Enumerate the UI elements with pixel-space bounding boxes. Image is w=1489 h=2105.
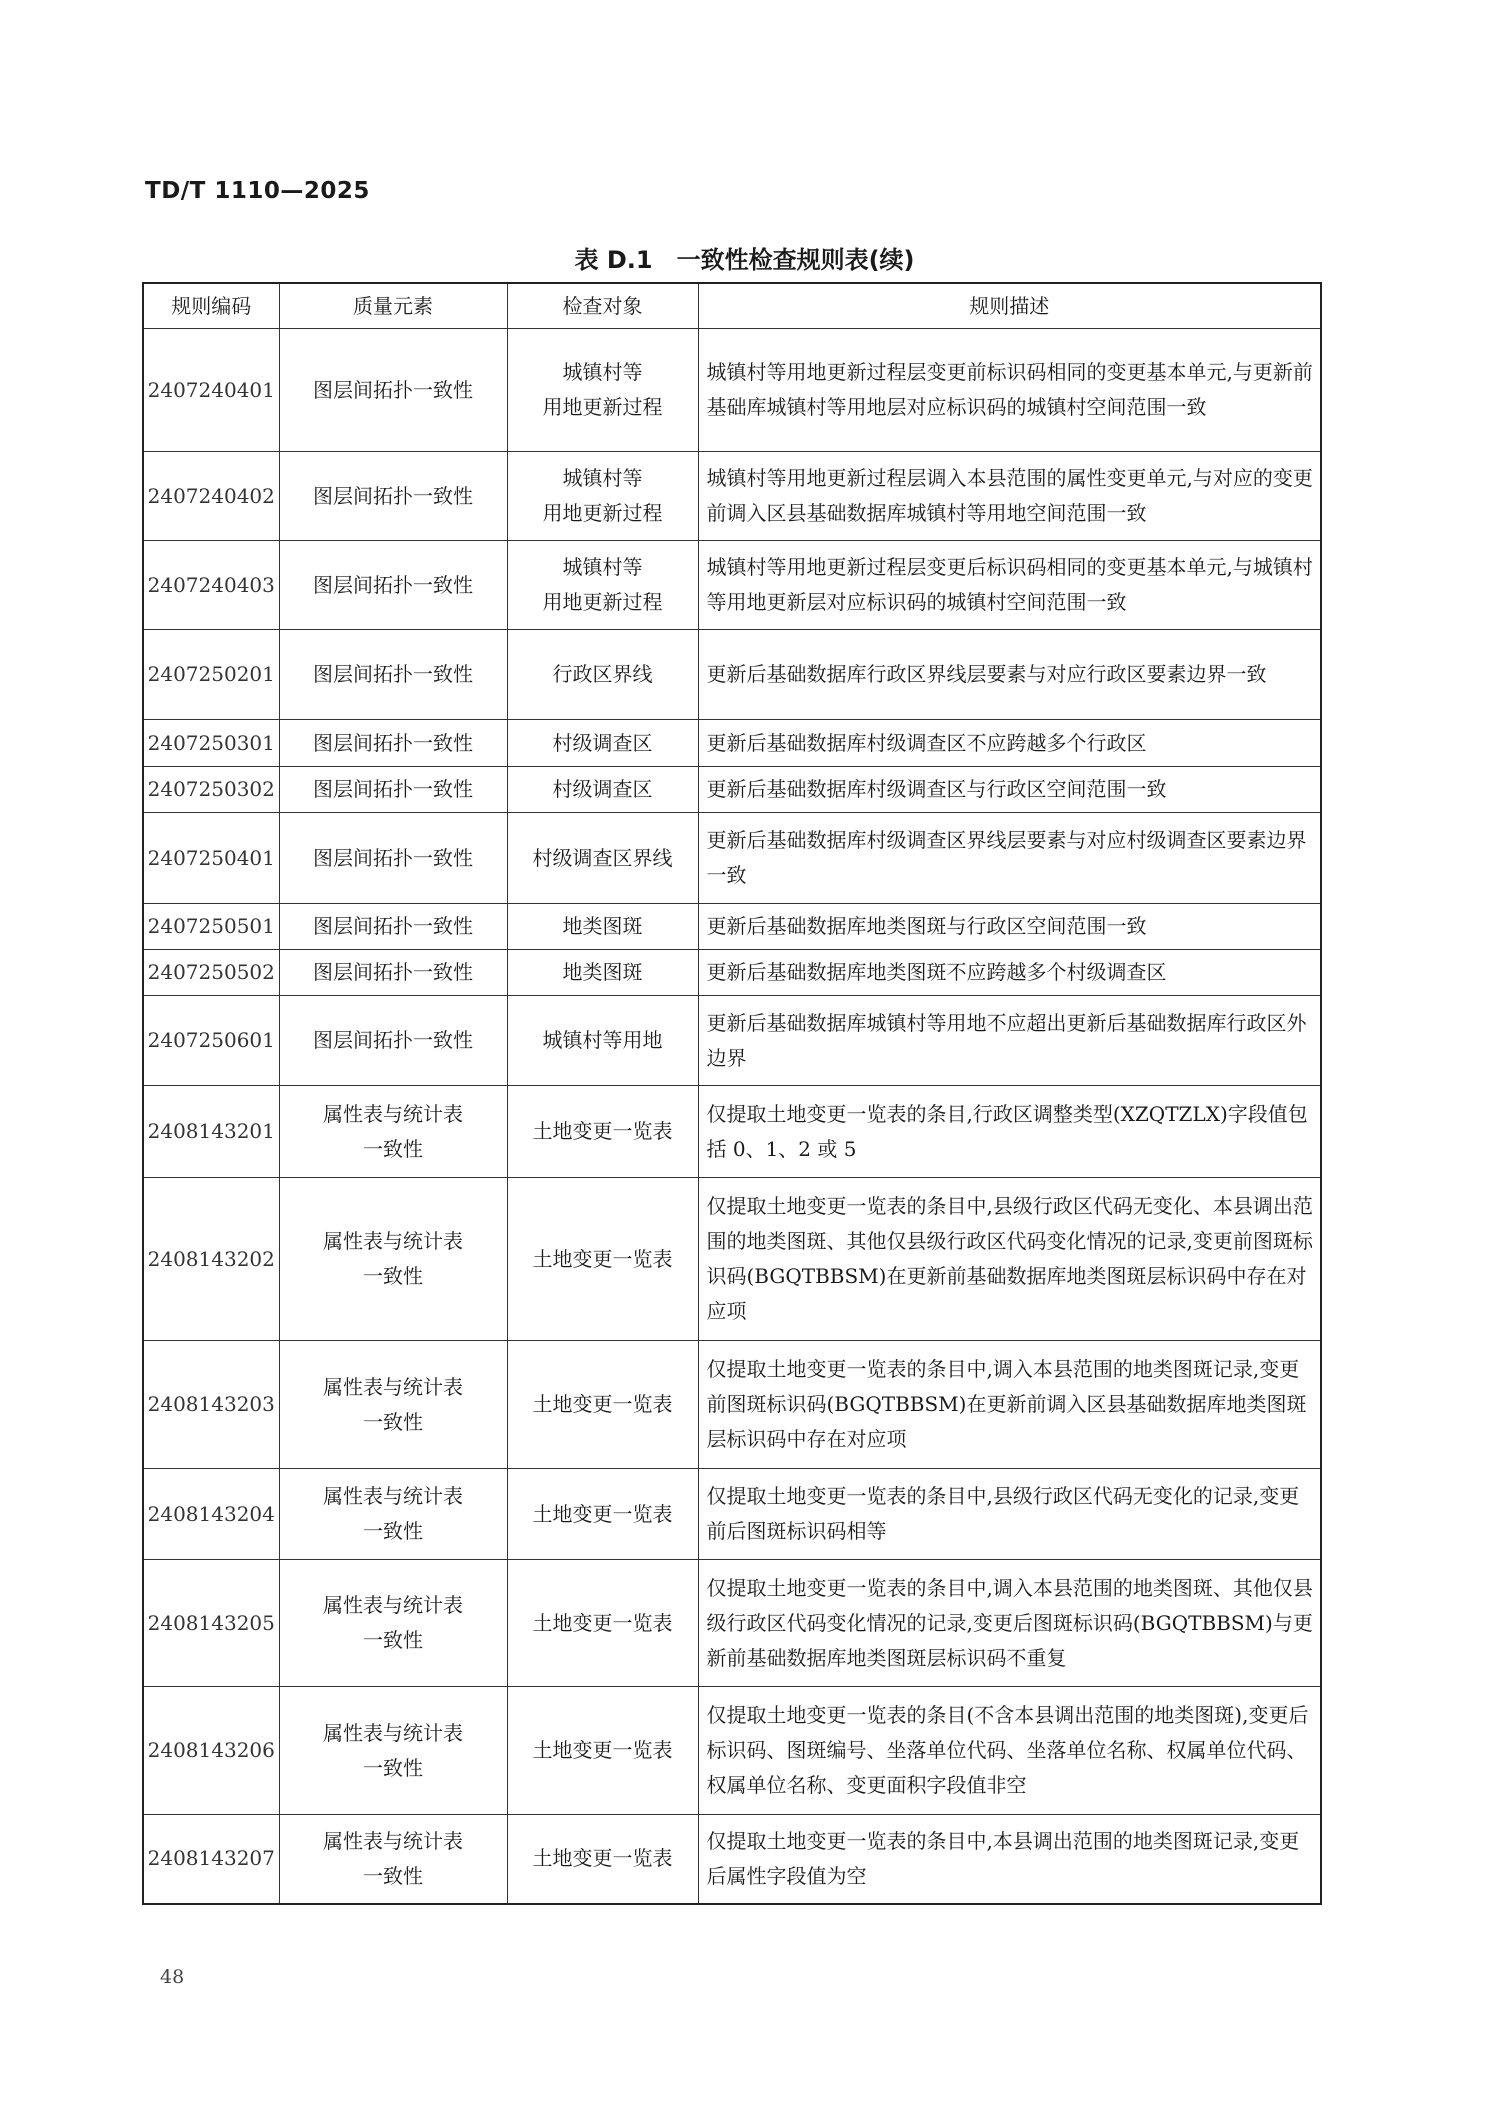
rule-description-cell: 仅提取土地变更一览表的条目中,县级行政区代码无变化、本县调出范围的地类图斑、其他仅县级行政区代码变化情况的记录,变更前图斑标识码(BGQTBBSM)在更新前基础数据库地类图斑层标识码中存在对应项 <box>698 1178 1321 1341</box>
check-object-cell <box>507 329 698 452</box>
quality-element-cell <box>279 1815 507 1904</box>
rule-code-cell: 2407250502 <box>143 950 279 996</box>
quality-element-line: 属性表与统计表 <box>323 1484 463 1508</box>
document-code: TD/T 1110—2025 <box>145 178 370 204</box>
quality-element-cell <box>279 996 507 1086</box>
quality-element-cell <box>279 720 507 767</box>
quality-element-line: 属性表与统计表 <box>323 1229 463 1253</box>
check-object-cell <box>507 452 698 541</box>
quality-element-cell <box>279 1086 507 1178</box>
check-object-line: 行政区界线 <box>552 662 653 686</box>
rule-code-cell: 2408143207 <box>143 1815 279 1904</box>
check-object-line: 土地变更一览表 <box>532 1246 673 1271</box>
quality-element-line: 一致性 <box>363 1136 423 1161</box>
check-object-line: 土地变更一览表 <box>532 1501 673 1526</box>
table-row <box>143 1560 1321 1687</box>
quality-element-line: 属性表与统计表 <box>323 1828 463 1853</box>
quality-element-line: 图层间拓扑一致性 <box>313 483 473 508</box>
quality-element-line: 一致性 <box>363 1519 423 1543</box>
table-header-row <box>143 283 1321 329</box>
quality-element-cell <box>279 630 507 720</box>
rule-code-cell: 2408143205 <box>143 1560 279 1687</box>
check-object-cell <box>507 996 698 1086</box>
rule-code-cell: 2407250401 <box>143 813 279 904</box>
rule-description-cell: 城镇村等用地更新过程层调入本县范围的属性变更单元,与对应的变更前调入区县基础数据库城镇村等用地空间范围一致 <box>698 452 1321 541</box>
check-object-cell <box>507 1086 698 1178</box>
quality-element-line: 图层间拓扑一致性 <box>313 1028 473 1052</box>
quality-element-line: 一致性 <box>363 1409 423 1434</box>
check-object-cell <box>507 1815 698 1904</box>
rule-description-cell: 仅提取土地变更一览表的条目,行政区调整类型(XZQTZLX)字段值包括 0、1、2 或 5 <box>698 1086 1321 1178</box>
check-object-line: 村级调查区 <box>552 777 653 801</box>
rule-code-cell: 2408143203 <box>143 1341 279 1469</box>
quality-element-line: 一致性 <box>363 1863 423 1888</box>
quality-element-cell <box>279 452 507 541</box>
table-row <box>143 1815 1321 1904</box>
check-object-line: 土地变更一览表 <box>532 1738 673 1762</box>
rule-description-cell: 更新后基础数据库村级调查区不应跨越多个行政区 <box>698 720 1321 767</box>
quality-element-line: 图层间拓扑一致性 <box>313 377 473 402</box>
check-object-cell <box>507 720 698 767</box>
quality-element-line: 图层间拓扑一致性 <box>313 662 473 686</box>
check-object-cell <box>507 950 698 996</box>
page-number: 48 <box>160 1966 185 1988</box>
check-object-line: 城镇村等 <box>562 555 643 579</box>
check-object-line: 地类图斑 <box>562 914 643 938</box>
quality-element-cell <box>279 1341 507 1469</box>
table-row <box>143 630 1321 720</box>
table-row <box>143 1086 1321 1178</box>
rule-description-cell: 城镇村等用地更新过程层变更前标识码相同的变更基本单元,与更新前基础库城镇村等用地层对应标识码的城镇村空间范围一致 <box>698 329 1321 452</box>
rule-description-cell: 仅提取土地变更一览表的条目(不含本县调出范围的地类图斑),变更后标识码、图斑编号、坐落单位代码、坐落单位名称、权属单位代码、权属单位名称、变更面积字段值非空 <box>698 1687 1321 1815</box>
quality-element-line: 一致性 <box>363 1628 423 1652</box>
quality-element-line: 属性表与统计表 <box>323 1720 463 1745</box>
check-object-line: 城镇村等 <box>562 360 643 384</box>
quality-element-cell <box>279 767 507 813</box>
quality-element-cell <box>279 1687 507 1815</box>
rule-code-cell: 2407240401 <box>143 329 279 452</box>
quality-element-line: 图层间拓扑一致性 <box>313 914 473 938</box>
rule-code-cell: 2407250302 <box>143 767 279 813</box>
table-row <box>143 904 1321 950</box>
table-row <box>143 813 1321 904</box>
check-object-cell <box>507 1687 698 1815</box>
check-object-line: 土地变更一览表 <box>532 1119 673 1143</box>
quality-element-line: 图层间拓扑一致性 <box>313 572 473 597</box>
quality-element-cell <box>279 1469 507 1560</box>
table-row <box>143 950 1321 996</box>
rule-code-cell: 2407250201 <box>143 630 279 720</box>
column-header-element: 质量元素 <box>279 283 507 329</box>
rule-description-cell: 仅提取土地变更一览表的条目中,县级行政区代码无变化的记录,变更前后图斑标识码相等 <box>698 1469 1321 1560</box>
quality-element-line: 图层间拓扑一致性 <box>313 845 473 870</box>
table-row <box>143 541 1321 630</box>
rule-description-cell: 更新后基础数据库村级调查区与行政区空间范围一致 <box>698 767 1321 813</box>
column-header-object: 检查对象 <box>507 283 698 329</box>
rule-description-cell: 更新后基础数据库地类图斑不应跨越多个村级调查区 <box>698 950 1321 996</box>
check-object-line: 村级调查区界线 <box>532 845 673 870</box>
quality-element-cell <box>279 541 507 630</box>
table-row <box>143 1178 1321 1341</box>
rule-code-cell: 2408143202 <box>143 1178 279 1341</box>
quality-element-cell <box>279 329 507 452</box>
rule-code-cell: 2407250301 <box>143 720 279 767</box>
rule-code-cell: 2408143204 <box>143 1469 279 1560</box>
quality-element-line: 属性表与统计表 <box>323 1101 463 1126</box>
quality-element-line: 图层间拓扑一致性 <box>313 777 473 801</box>
column-header-description: 规则描述 <box>698 283 1321 329</box>
rule-description-cell: 仅提取土地变更一览表的条目中,调入本县范围的地类图斑、其他仅县级行政区代码变化情况的记录,变更后图斑标识码(BGQTBBSM)与更新前基础数据库地类图斑层标识码不重复 <box>698 1560 1321 1687</box>
check-object-line: 城镇村等用地 <box>542 1028 663 1052</box>
rule-code-cell: 2407250501 <box>143 904 279 950</box>
rule-description-cell: 更新后基础数据库行政区界线层要素与对应行政区要素边界一致 <box>698 630 1321 720</box>
check-object-line: 土地变更一览表 <box>532 1392 673 1416</box>
check-object-cell <box>507 1469 698 1560</box>
table-row <box>143 329 1321 452</box>
quality-element-cell <box>279 904 507 950</box>
check-object-cell <box>507 1341 698 1469</box>
quality-element-line: 图层间拓扑一致性 <box>313 960 473 984</box>
check-object-line: 城镇村等 <box>562 466 643 490</box>
check-object-cell <box>507 630 698 720</box>
check-object-cell <box>507 767 698 813</box>
rule-code-cell: 2408143201 <box>143 1086 279 1178</box>
quality-element-line: 属性表与统计表 <box>323 1374 463 1399</box>
table-row <box>143 1341 1321 1469</box>
consistency-rules-table <box>142 282 1322 1905</box>
table-row <box>143 1687 1321 1815</box>
rule-description-cell: 更新后基础数据库村级调查区界线层要素与对应村级调查区要素边界一致 <box>698 813 1321 904</box>
rule-code-cell: 2407240402 <box>143 452 279 541</box>
check-object-cell <box>507 1178 698 1341</box>
rule-code-cell: 2407240403 <box>143 541 279 630</box>
table-row <box>143 1469 1321 1560</box>
check-object-line: 用地更新过程 <box>542 590 663 614</box>
quality-element-line: 图层间拓扑一致性 <box>313 730 473 755</box>
table-row <box>143 996 1321 1086</box>
check-object-line: 土地变更一览表 <box>532 1846 673 1871</box>
table-row <box>143 767 1321 813</box>
rule-description-cell: 仅提取土地变更一览表的条目中,调入本县范围的地类图斑记录,变更前图斑标识码(BGQTBBSM)在更新前调入区县基础数据库地类图斑层标识码中存在对应项 <box>698 1341 1321 1469</box>
quality-element-cell <box>279 813 507 904</box>
rule-description-cell: 城镇村等用地更新过程层变更后标识码相同的变更基本单元,与城镇村等用地更新层对应标识码的城镇村空间范围一致 <box>698 541 1321 630</box>
check-object-cell <box>507 904 698 950</box>
quality-element-line: 一致性 <box>363 1264 423 1288</box>
quality-element-line: 属性表与统计表 <box>323 1593 463 1617</box>
table-title: 表 D.1 一致性检查规则表(续) <box>574 246 915 274</box>
table-row <box>143 720 1321 767</box>
quality-element-cell <box>279 1560 507 1687</box>
check-object-line: 用地更新过程 <box>542 501 663 525</box>
check-object-line: 村级调查区 <box>552 730 653 755</box>
quality-element-line: 一致性 <box>363 1755 423 1780</box>
rule-description-cell: 更新后基础数据库城镇村等用地不应超出更新后基础数据库行政区外边界 <box>698 996 1321 1086</box>
check-object-cell <box>507 541 698 630</box>
check-object-line: 土地变更一览表 <box>532 1610 673 1635</box>
rule-description-cell: 仅提取土地变更一览表的条目中,本县调出范围的地类图斑记录,变更后属性字段值为空 <box>698 1815 1321 1904</box>
check-object-line: 地类图斑 <box>562 960 643 984</box>
check-object-cell <box>507 1560 698 1687</box>
quality-element-cell <box>279 1178 507 1341</box>
rule-code-cell: 2407250601 <box>143 996 279 1086</box>
check-object-line: 用地更新过程 <box>542 395 663 419</box>
check-object-cell <box>507 813 698 904</box>
table-row <box>143 452 1321 541</box>
rule-code-cell: 2408143206 <box>143 1687 279 1815</box>
rule-description-cell: 更新后基础数据库地类图斑与行政区空间范围一致 <box>698 904 1321 950</box>
column-header-code: 规则编码 <box>143 283 279 329</box>
quality-element-cell <box>279 950 507 996</box>
